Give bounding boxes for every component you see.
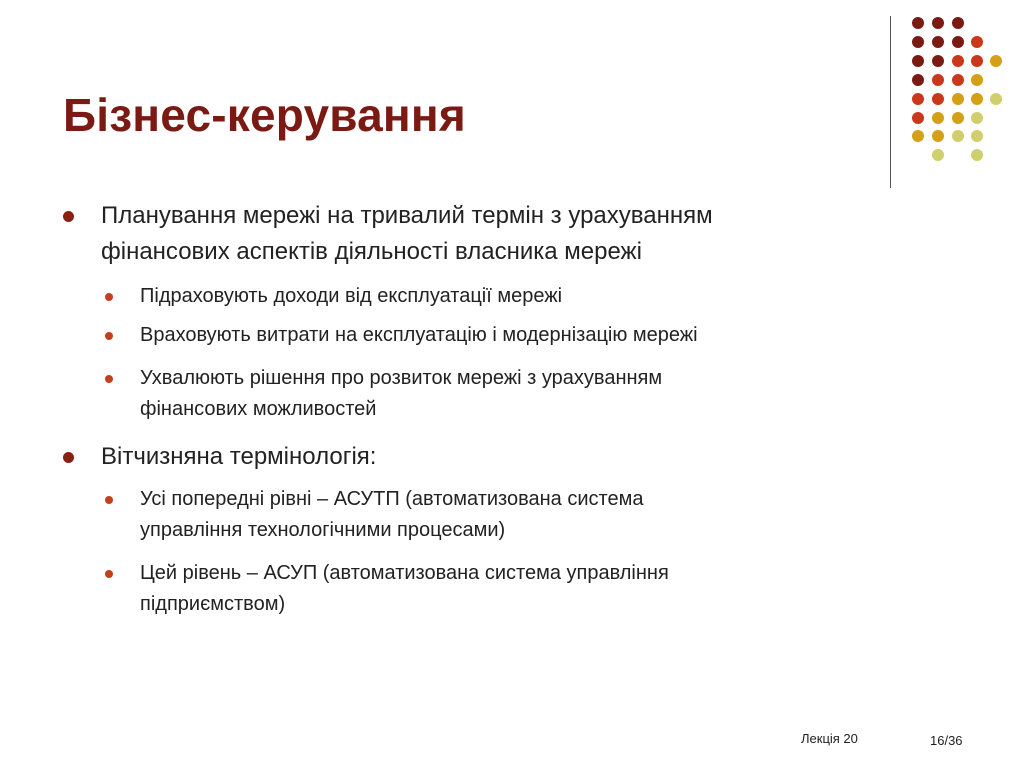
sub-bullet-2-2-line-1: Цей рівень – АСУП (автоматизована система управління (140, 562, 669, 584)
footer-lecture: Лекція 20 (801, 731, 858, 746)
sub-bullet-dot-icon (105, 332, 113, 340)
sub-bullet-dot-icon (105, 375, 113, 383)
sub-bullet-1-3-line-1: Ухвалюють рішення про розвиток мережі з урахуванням (140, 367, 663, 389)
sub-bullet-dot-icon (105, 570, 113, 578)
bullet-1-line-1: Планування мережі на тривалий термін з урахуванням (101, 202, 713, 229)
sub-bullet-1-2: Враховують витрати на експлуатацію і модернізацію мережі (140, 324, 698, 346)
sub-bullet-1-1: Підраховують доходи від експлуатації мережі (140, 285, 563, 307)
bullet-dot-icon (63, 452, 74, 463)
sub-bullet-dot-icon (105, 496, 113, 504)
bullet-dot-icon (63, 211, 74, 222)
slide-title: Бізнес-керування (63, 89, 466, 141)
bullet-1-line-2: фінансових аспектів діяльності власника мережі (101, 238, 642, 265)
sub-bullet-1-3-line-2: фінансових можливостей (140, 398, 377, 420)
sub-bullet-2-1-line-1: Усі попередні рівні – АСУТП (автоматизована система (140, 488, 644, 510)
bullet-2-line-1: Вітчизняна термінологія: (101, 443, 377, 470)
sub-bullet-2-1-line-2: управління технологічними процесами) (140, 519, 506, 541)
sub-bullet-2-2-line-2: підприємством) (140, 593, 286, 615)
sub-bullet-dot-icon (105, 293, 113, 301)
footer-page-number: 16/36 (930, 733, 963, 748)
